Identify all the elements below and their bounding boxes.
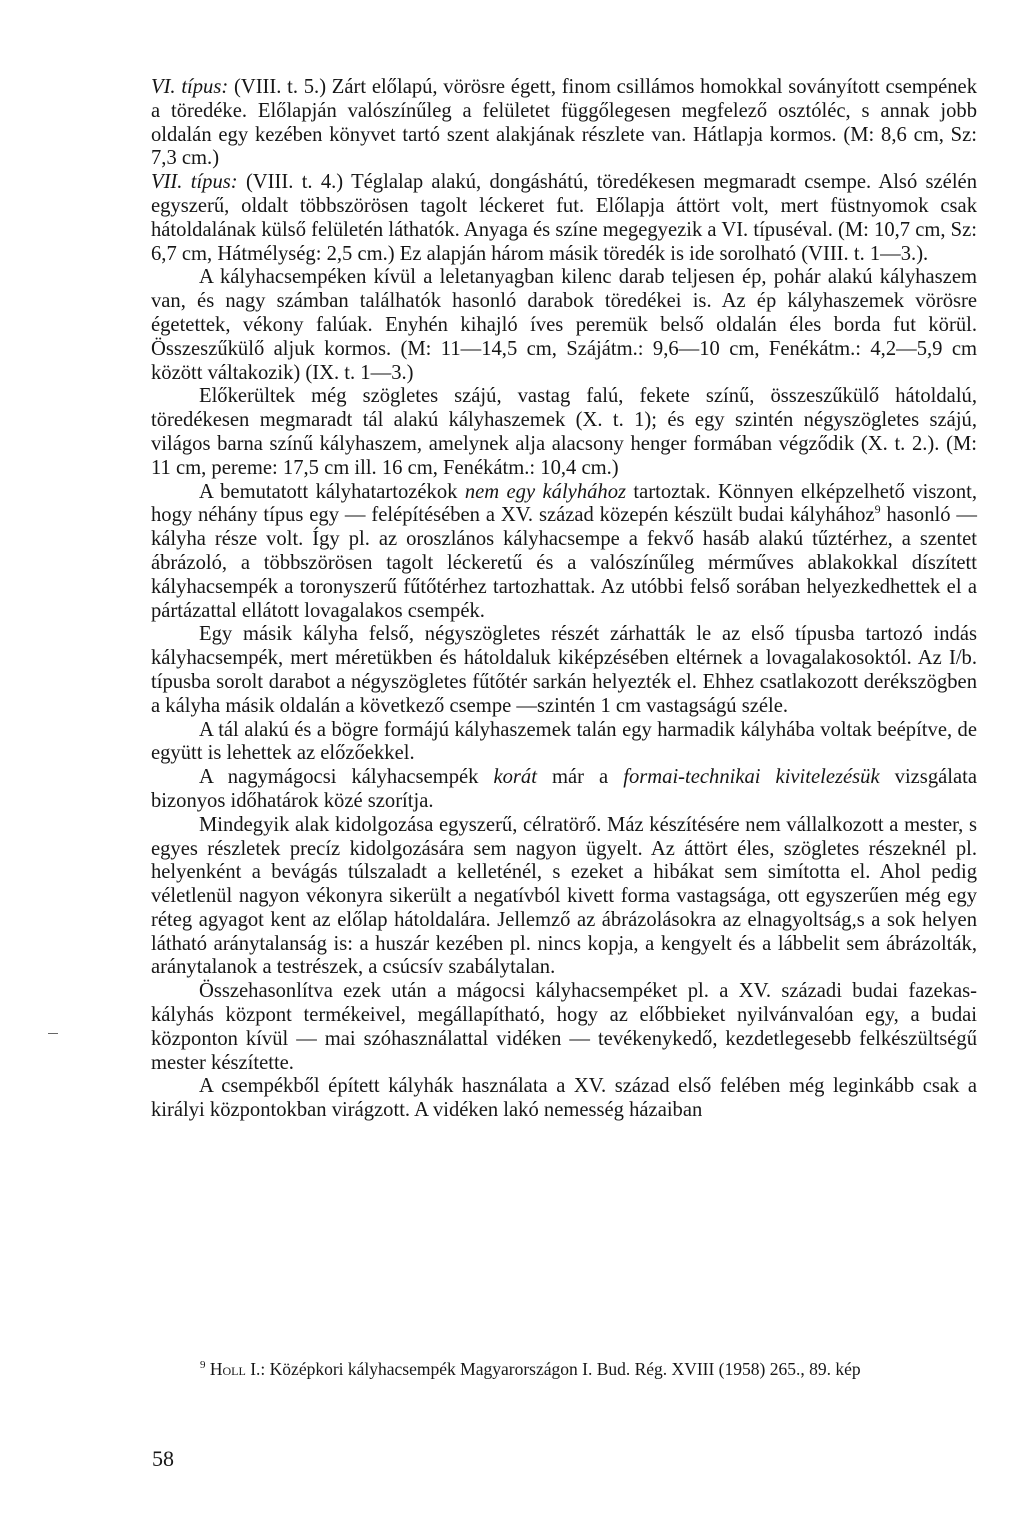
footnote-text: : Középkori kályhacsempék Magyarországon I. Bud. Rég. XVIII (1958) 265., 89. kép: [260, 1359, 861, 1379]
body-text: [151, 76, 977, 1123]
paragraph-p3: [151, 266, 977, 385]
footnote: [200, 1358, 980, 1380]
italic-text: VI. típus:: [151, 76, 229, 98]
footnote-number: 9: [200, 1359, 206, 1372]
italic-text: formai-technikai kivitelezésük: [623, 766, 880, 789]
page-number: 58: [152, 1446, 174, 1471]
paragraph-p5: [151, 481, 977, 624]
paragraph-p9: [151, 814, 977, 981]
text-segment: tartoztak. Könnyen elképzelhető viszont, hogy néhány típus egy — felépítésében a XV. század közepén készült budai kályhához: [151, 480, 978, 527]
italic-text: VII. típus:: [151, 171, 238, 194]
text-segment: A tál alakú és a bögre formájú kályhaszemek talán egy harmadik kályhába voltak beépítve, de együtt is lehettek az előzőekkel.: [151, 718, 977, 765]
paragraph-p1: [151, 76, 977, 171]
text-segment: már a: [536, 766, 624, 789]
margin-mark: [48, 1033, 58, 1034]
footnote-ref: 9: [874, 502, 881, 517]
text-segment: Mindegyik alak kidolgozása egyszerű, célratörő. Máz készítésére nem vállalkozott a mester, s egyes részletek precíz kidolgozására sem nagyon ügyelt. Az áttört éles, szögletes részeknél pl. helyenként a bevágás túlszaladt a kelleténél, s ezeket a hibákat sem simította el. Ahol pedig véletlenül nagyon vékonyra sikerült a negatívból kivett forma vastagsága, ott egyszerűen még egy réteg agyagot kent az előlap hátoldalára. Jellemző az ábrázolásokra az elnagyoltság,s a sok helyen látható aránytalanság is: a huszár kezében pl. nincs kopja, a kengyelt és a lábbelit sem ábrázolták, aránytalanok a testrészek, a csúcsív szabálytalan.: [151, 813, 977, 979]
text-segment: A bemutatott kályhatartozékok: [199, 480, 465, 503]
text-segment: A kályhacsempéken kívül a leletanyagban kilenc darab teljesen ép, pohár alakú kályhaszem van, és nagy számban találhatók hasonló darabok töredékei is. Az ép kályhaszemek vörösre égetettek, vékony falúak. Enyhén kihajló íves peremük belső oldalán éles borda fut körül. Összeszűkülő aljuk kormos. (M: 11—14,5 cm, Szájátm.: 9,6—10 cm, Fenékátm.: 4,2—5,9 cm között váltakozik) (IX. t. 1—3.): [151, 266, 977, 384]
paragraph-p4: [151, 385, 977, 480]
text-segment: A nagymágocsi kályhacsempék: [199, 766, 494, 789]
text-segment: Egy másik kályha felső, négyszögletes részét zárhatták le az első típusba tartozó indás kályhacsempék, mert méretükben és hátoldaluk kiképzésében eltérnek a lovagalakosoktól. Az I/b. típusba sorolt darabot a négyszögletes fűtőtér sarkán helyezték el. Ehhez csatlakozott derékszögben a kályha másik oldalán a következő csempe —szintén 1 cm vastagságú széle.: [151, 623, 977, 717]
text-segment: vizsgálata bizonyos időhatárok közé szorítja.: [151, 766, 977, 812]
paragraph-p11: [151, 1075, 977, 1123]
paragraph-p10: [151, 980, 977, 1075]
text-segment: Előkerültek még szögletes szájú, vastag falú, fekete színű, összeszűkülő hátoldalú, töredékesen megmaradt tál alakú kályhaszemek (X. t. 1); és egy szintén négyszögletes szájú, világos barna színű kályhaszem, amelynek alja alacsony henger formában végződik (X. t. 2.). (M: 11 cm, pereme: 17,5 cm ill. 16 cm, Fenékátm.: 10,4 cm.): [151, 385, 977, 479]
text-segment: A csempékből épített kályhák használata a XV. század első felében még leginkább csak a királyi központokban virágzott. A vidéken lakó nemesség házaiban: [151, 1075, 977, 1122]
text-segment: hasonló — kályha része volt. Így pl. az oroszlános kályhacsempe a fekvő hasáb alakú tűztérhez, a szentet ábrázoló, a többszörösen tagolt léckeretű és a valószínűleg mérműves ablakokkal díszített kályhacsempék a toronyszerű fűtőtérhez tartozhattak. Az utóbbi felső sorában helyezkedhettek el a pártázattal ellátott lovagalakos csempék.: [151, 504, 977, 622]
footnote-author: Holl I.: [209, 1359, 261, 1379]
page-body: [151, 76, 977, 1123]
italic-text: nem egy kályhához: [464, 480, 627, 503]
text-segment: Összehasonlítva ezek után a mágocsi kályhacsempéket pl. a XV. századi budai fazekas-kályhás központ termékeivel, megállapítható, hogy az előbbieket nyilvánvalóan egy, a budai központon kívül — mai szóhasználattal vidéken — tevékenykedő, kezdetlegesebb felkészültségű mester készítette.: [151, 980, 977, 1074]
paragraph-p8: [151, 766, 977, 814]
italic-text: korát: [493, 766, 537, 789]
text-segment: (VIII. t. 5.) Zárt előlapú, vörösre égett, finom csillámos homokkal soványított csempének a töredéke. Előlapján valószínűleg a felületet függőlegesen megfelező osztóléc, s annak jobb oldalán egy kezében könyvet tartó szent alakjának részlete van. Hátlapja kormos. (M: 8,6 cm, Sz: 7,3 cm.): [151, 76, 977, 170]
paragraph-p7: [151, 719, 977, 767]
text-segment: (VIII. t. 4.) Téglalap alakú, dongáshátú, töredékesen megmaradt csempe. Alsó szélén egyszerű, oldalt többszörösen tagolt léckeret fut. Előlapja áttört volt, mert füstnyomok csak hátoldalának külső felületén láthatók. Anyaga és színe megegyezik a VI. típuséval. (M: 10,7 cm, Sz: 6,7 cm, Hátmélység: 2,5 cm.) Ez alapján három másik töredék is ide sorolható (VIII. t. 1—3.).: [151, 171, 978, 265]
paragraph-p6: [151, 623, 977, 718]
paragraph-p2: [151, 171, 977, 266]
